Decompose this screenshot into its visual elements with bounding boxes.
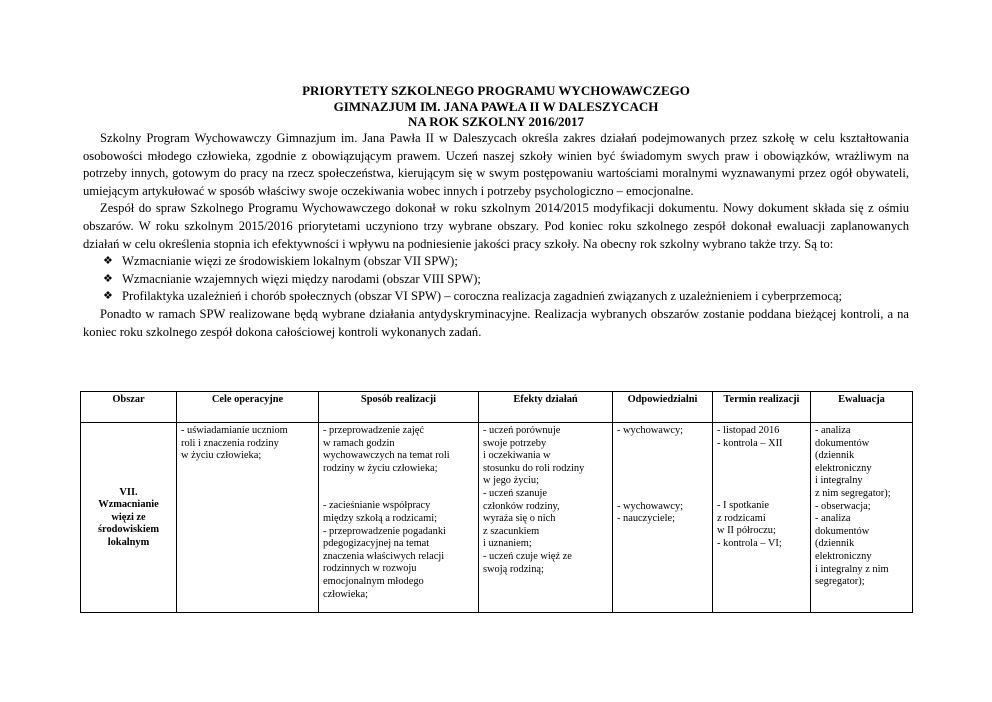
- list-item: [83, 271, 909, 289]
- evaluation-text: - analiza dokumentów (dziennik elektroniczny i integralny z nim segregator); - obserwacja; - analiza dokumentów (dziennik elektroniczny i integralny z nim segregator);: [815, 425, 891, 588]
- list-item: [83, 253, 909, 271]
- list-item-text: Profilaktyka uzależnień i chorób społecznych (obszar VI SPW) – coroczna realizacja zagadnień związanych z uzależnieniem i cyberprzemocą;: [122, 289, 843, 304]
- header-methods: Sposób realizacji: [319, 392, 479, 423]
- title-line-3: NA ROK SZKOLNY 2016/2017: [407, 114, 585, 129]
- header-evaluation: Ewaluacja: [811, 392, 913, 423]
- program-table: [80, 391, 913, 613]
- area-cell: [81, 423, 177, 613]
- term-text-1: - listopad 2016 - kontrola – XII: [717, 425, 783, 449]
- area-label: VII. Wzmacnianie więzi ze środowiskiem lokalnym: [97, 486, 159, 548]
- header-effects: Efekty działań: [479, 392, 613, 423]
- diamond-bullet-icon: ❖: [103, 290, 113, 303]
- responsible-text-2: - wychowawcy; - nauczyciele;: [617, 500, 684, 525]
- table-row: [81, 423, 913, 613]
- goals-text: - uświadamianie uczniom roli i znaczenia rodziny w życiu człowieka;: [181, 425, 288, 462]
- effects-cell: [479, 423, 613, 613]
- title-line-2: GIMNAZJUM IM. JANA PAWŁA II W DALESZYCACH: [333, 98, 659, 114]
- evaluation-cell: [811, 423, 913, 613]
- diamond-bullet-icon: ❖: [103, 255, 113, 268]
- document-title: [0, 83, 992, 130]
- list-item-text: Wzmacnianie więzi ze środowiskiem lokalnym (obszar VII SPW);: [122, 254, 458, 269]
- effects-text: - uczeń porównuje swoje potrzeby i oczekiwania w stosunku do roli rodziny w jego życiu; - uczeń szanuje członków rodziny, wyraża się o nich z szacunkiem i uznaniem; - uczeń czuje więź ze swoją rodziną;: [483, 425, 585, 575]
- responsible-cell: [613, 423, 713, 613]
- responsible-text-1: - wychowawcy;: [617, 425, 684, 436]
- intro-paragraph-3: Ponadto w ramach SPW realizowane będą wybrane działania antydyskryminacyjne. Realizacja wybranych obszarów zostanie poddana bieżącej kontroli, a na koniec roku szkolnego zespół dokona całościowej kontroli wykonanych zadań.: [83, 306, 909, 339]
- term-cell: [713, 423, 811, 613]
- list-item: [83, 288, 909, 306]
- table-header-row: [81, 392, 913, 423]
- list-item-text: Wzmacnianie wzajemnych więzi między narodami (obszar VIII SPW);: [122, 271, 481, 286]
- methods-cell: [319, 423, 479, 613]
- methods-text-1: - przeprowadzenie zajęć w ramach godzin wychowawczych na temat roli rodziny w życiu człowieka;: [323, 425, 450, 474]
- priority-list: [83, 253, 909, 306]
- term-text-2: - I spotkanie z rodzicami w II półroczu; - kontrola – VI;: [717, 500, 782, 549]
- header-goals: Cele operacyjne: [177, 392, 319, 423]
- diamond-bullet-icon: ❖: [103, 272, 113, 285]
- goals-cell: [177, 423, 319, 613]
- intro-paragraph-1: Szkolny Program Wychowawczy Gimnazjum im. Jana Pawła II w Daleszycach określa zakres działań podejmowanych przez szkołę w celu kształtowania osobowości młodego człowieka, zgodnie z obowiązującym prawem. Uczeń naszej szkoły winien być świadomym swych praw i obowiązków, wrażliwym na potrzeby innych, gotowym do pracy na rzecz społeczeństwa, kierującym się w swym postępowaniu wartościami moralnymi wyznawanymi przez ogół obywateli, umiejącym artykułować w sposób właściwy swoje oczekiwania wobec innych i potrzeby psychologiczno – emocjonalne.: [83, 131, 909, 198]
- header-area: Obszar: [81, 392, 177, 423]
- intro-section: [83, 130, 909, 341]
- intro-paragraph-2: Zespół do spraw Szkolnego Programu Wychowawczego dokonał w roku szkolnym 2014/2015 modyfikacji dokumentu. Nowy dokument składa się z ośmiu obszarów. W roku szkolnym 2015/2016 priorytetami uczyniono trzy wybrane obszary. Pod koniec roku szkolnego zespół dokonał ewaluacji zaplanowanych działań w celu określenia stopnia ich efektywności i wpływu na podniesienie jakości pracy szkoły. Na obecny rok szkolny wybrano także trzy. Są to:: [83, 201, 909, 251]
- header-responsible: Odpowiedzialni: [613, 392, 713, 423]
- title-line-1: PRIORYTETY SZKOLNEGO PROGRAMU WYCHOWAWCZEGO: [302, 83, 690, 98]
- header-term: Termin realizacji: [713, 392, 811, 423]
- methods-text-2: - zacieśnianie współpracy między szkołą a rodzicami; - przeprowadzenie pogadanki pdegogizacyjnej na temat znaczenia właściwych relacji rodzinnych w rozwoju emocjonalnym młodego człowieka;: [323, 500, 446, 600]
